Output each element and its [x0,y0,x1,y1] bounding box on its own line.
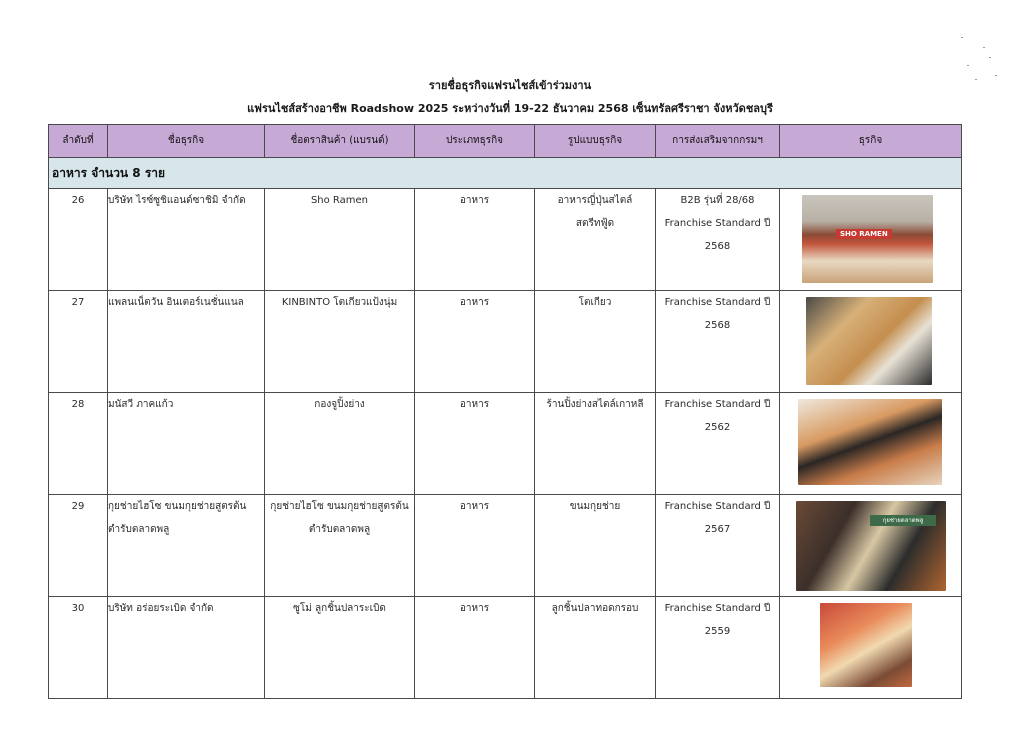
promotion-line: 2568 [704,320,731,331]
brand-name [265,291,415,393]
row-number: 27 [49,291,108,393]
document-subtitle: แฟรนไชส์สร้างอาชีพ Roadshow 2025 ระหว่างวันที่ 19-22 ธันวาคม 2568 เซ็นทรัลศรีราชา จังหวัดชลบุรี [247,102,773,115]
business-type: อาหาร [415,495,535,597]
row-number: 29 [49,495,108,597]
brand-name [265,597,415,699]
row-number: 28 [49,393,108,495]
header-no: ลำดับที่ [49,125,108,158]
brand-name [265,495,415,597]
row-number: 30 [49,597,108,699]
promotion [656,291,780,393]
format-line: อาหารญี่ปุ่นสไตล์ [557,195,633,206]
business-name-line: แพลนเน็ตวัน อินเตอร์เนชั่นแนล [108,297,244,308]
header-format: รูปแบบธุรกิจ [535,125,656,158]
format-line: สตรีทฟู้ด [575,218,615,229]
franchise-table [48,124,962,699]
table-header-row [49,125,962,158]
photo-sign: กุยช่ายตลาดพลู [870,515,936,526]
business-type: อาหาร [415,291,535,393]
format-line: ขนมกุยช่าย [569,501,621,512]
category-label: อาหาร จำนวน 8 ราย [49,158,962,189]
promotion-line: 2568 [704,241,731,252]
business-type: อาหาร [415,189,535,291]
format-line: ร้านปิ้งย่างสไตล์เกาหลี [546,399,644,410]
business-format [535,393,656,495]
business-name-line: มนัสวี ภาคแก้ว [108,399,174,410]
business-photo-cell [780,291,962,393]
table-row [49,393,962,495]
business-format [535,597,656,699]
promotion [656,597,780,699]
brand-name-line: ซูโม่ ลูกชิ้นปลาระเบิด [293,603,386,614]
header-photo: ธุรกิจ [780,125,962,158]
table-row [49,495,962,597]
business-photo [806,297,932,385]
business-name-line: บริษัท ไรซ์ซูชิแอนด์ซาชิมิ จำกัด [108,195,246,206]
business-photo-cell [780,597,962,699]
promotion-line: 2559 [704,626,731,637]
business-photo [796,501,946,591]
business-name [108,495,265,597]
business-name [108,189,265,291]
category-row [49,158,962,189]
brand-name [265,189,415,291]
promotion-line: Franchise Standard ปี [664,399,771,410]
promotion-line: Franchise Standard ปี [664,297,771,308]
business-name [108,597,265,699]
promotion-line: Franchise Standard ปี [664,603,771,614]
format-line: โตเกียว [578,297,612,308]
table-row [49,189,962,291]
promotion-line: 2562 [704,422,731,433]
business-name [108,291,265,393]
brand-name-line: Sho Ramen [310,195,369,206]
business-name-line: บริษัท อร่อยระเบิด จำกัด [108,603,214,614]
promotion-line: Franchise Standard ปี [664,218,771,229]
business-photo-cell [780,495,962,597]
format-line: ลูกชิ้นปลาทอดกรอบ [551,603,639,614]
header-brand: ชื่อตราสินค้า (แบรนด์) [265,125,415,158]
brand-name-line: กุยช่ายไฮโซ ขนมกุยช่ายสูตรต้น [270,501,409,512]
header-promotion: การส่งเสริมจากกรมฯ [656,125,780,158]
row-number: 26 [49,189,108,291]
business-name-line: ตำรับตลาดพลู [108,524,170,535]
business-format [535,495,656,597]
table-row [49,291,962,393]
brand-name-line: กองจูปิ้งย่าง [314,399,365,410]
document-title: รายชื่อธุรกิจแฟรนไชส์เข้าร่วมงาน [428,79,592,92]
promotion [656,495,780,597]
business-photo-cell [780,189,962,291]
business-format [535,291,656,393]
promotion [656,393,780,495]
header-business: ชื่อธุรกิจ [108,125,265,158]
header-type: ประเภทธุรกิจ [415,125,535,158]
promotion-line: B2B รุ่นที่ 28/68 [680,195,755,206]
business-type: อาหาร [415,597,535,699]
promotion [656,189,780,291]
promotion-line: Franchise Standard ปี [664,501,771,512]
brand-name [265,393,415,495]
business-format [535,189,656,291]
business-name-line: กุยช่ายไฮโซ ขนมกุยช่ายสูตรต้น [108,501,247,512]
brand-name-line: ตำรับตลาดพลู [308,524,371,535]
business-photo [798,399,942,485]
business-photo [802,195,933,283]
business-photo [820,603,912,687]
brand-name-line: KINBINTO โตเกียวแป้งนุ่ม [281,297,398,308]
scan-noise [955,35,1003,85]
photo-sign: SHO RAMEN [836,229,892,239]
business-name [108,393,265,495]
table-row [49,597,962,699]
business-type: อาหาร [415,393,535,495]
promotion-line: 2567 [704,524,731,535]
business-photo-cell [780,393,962,495]
